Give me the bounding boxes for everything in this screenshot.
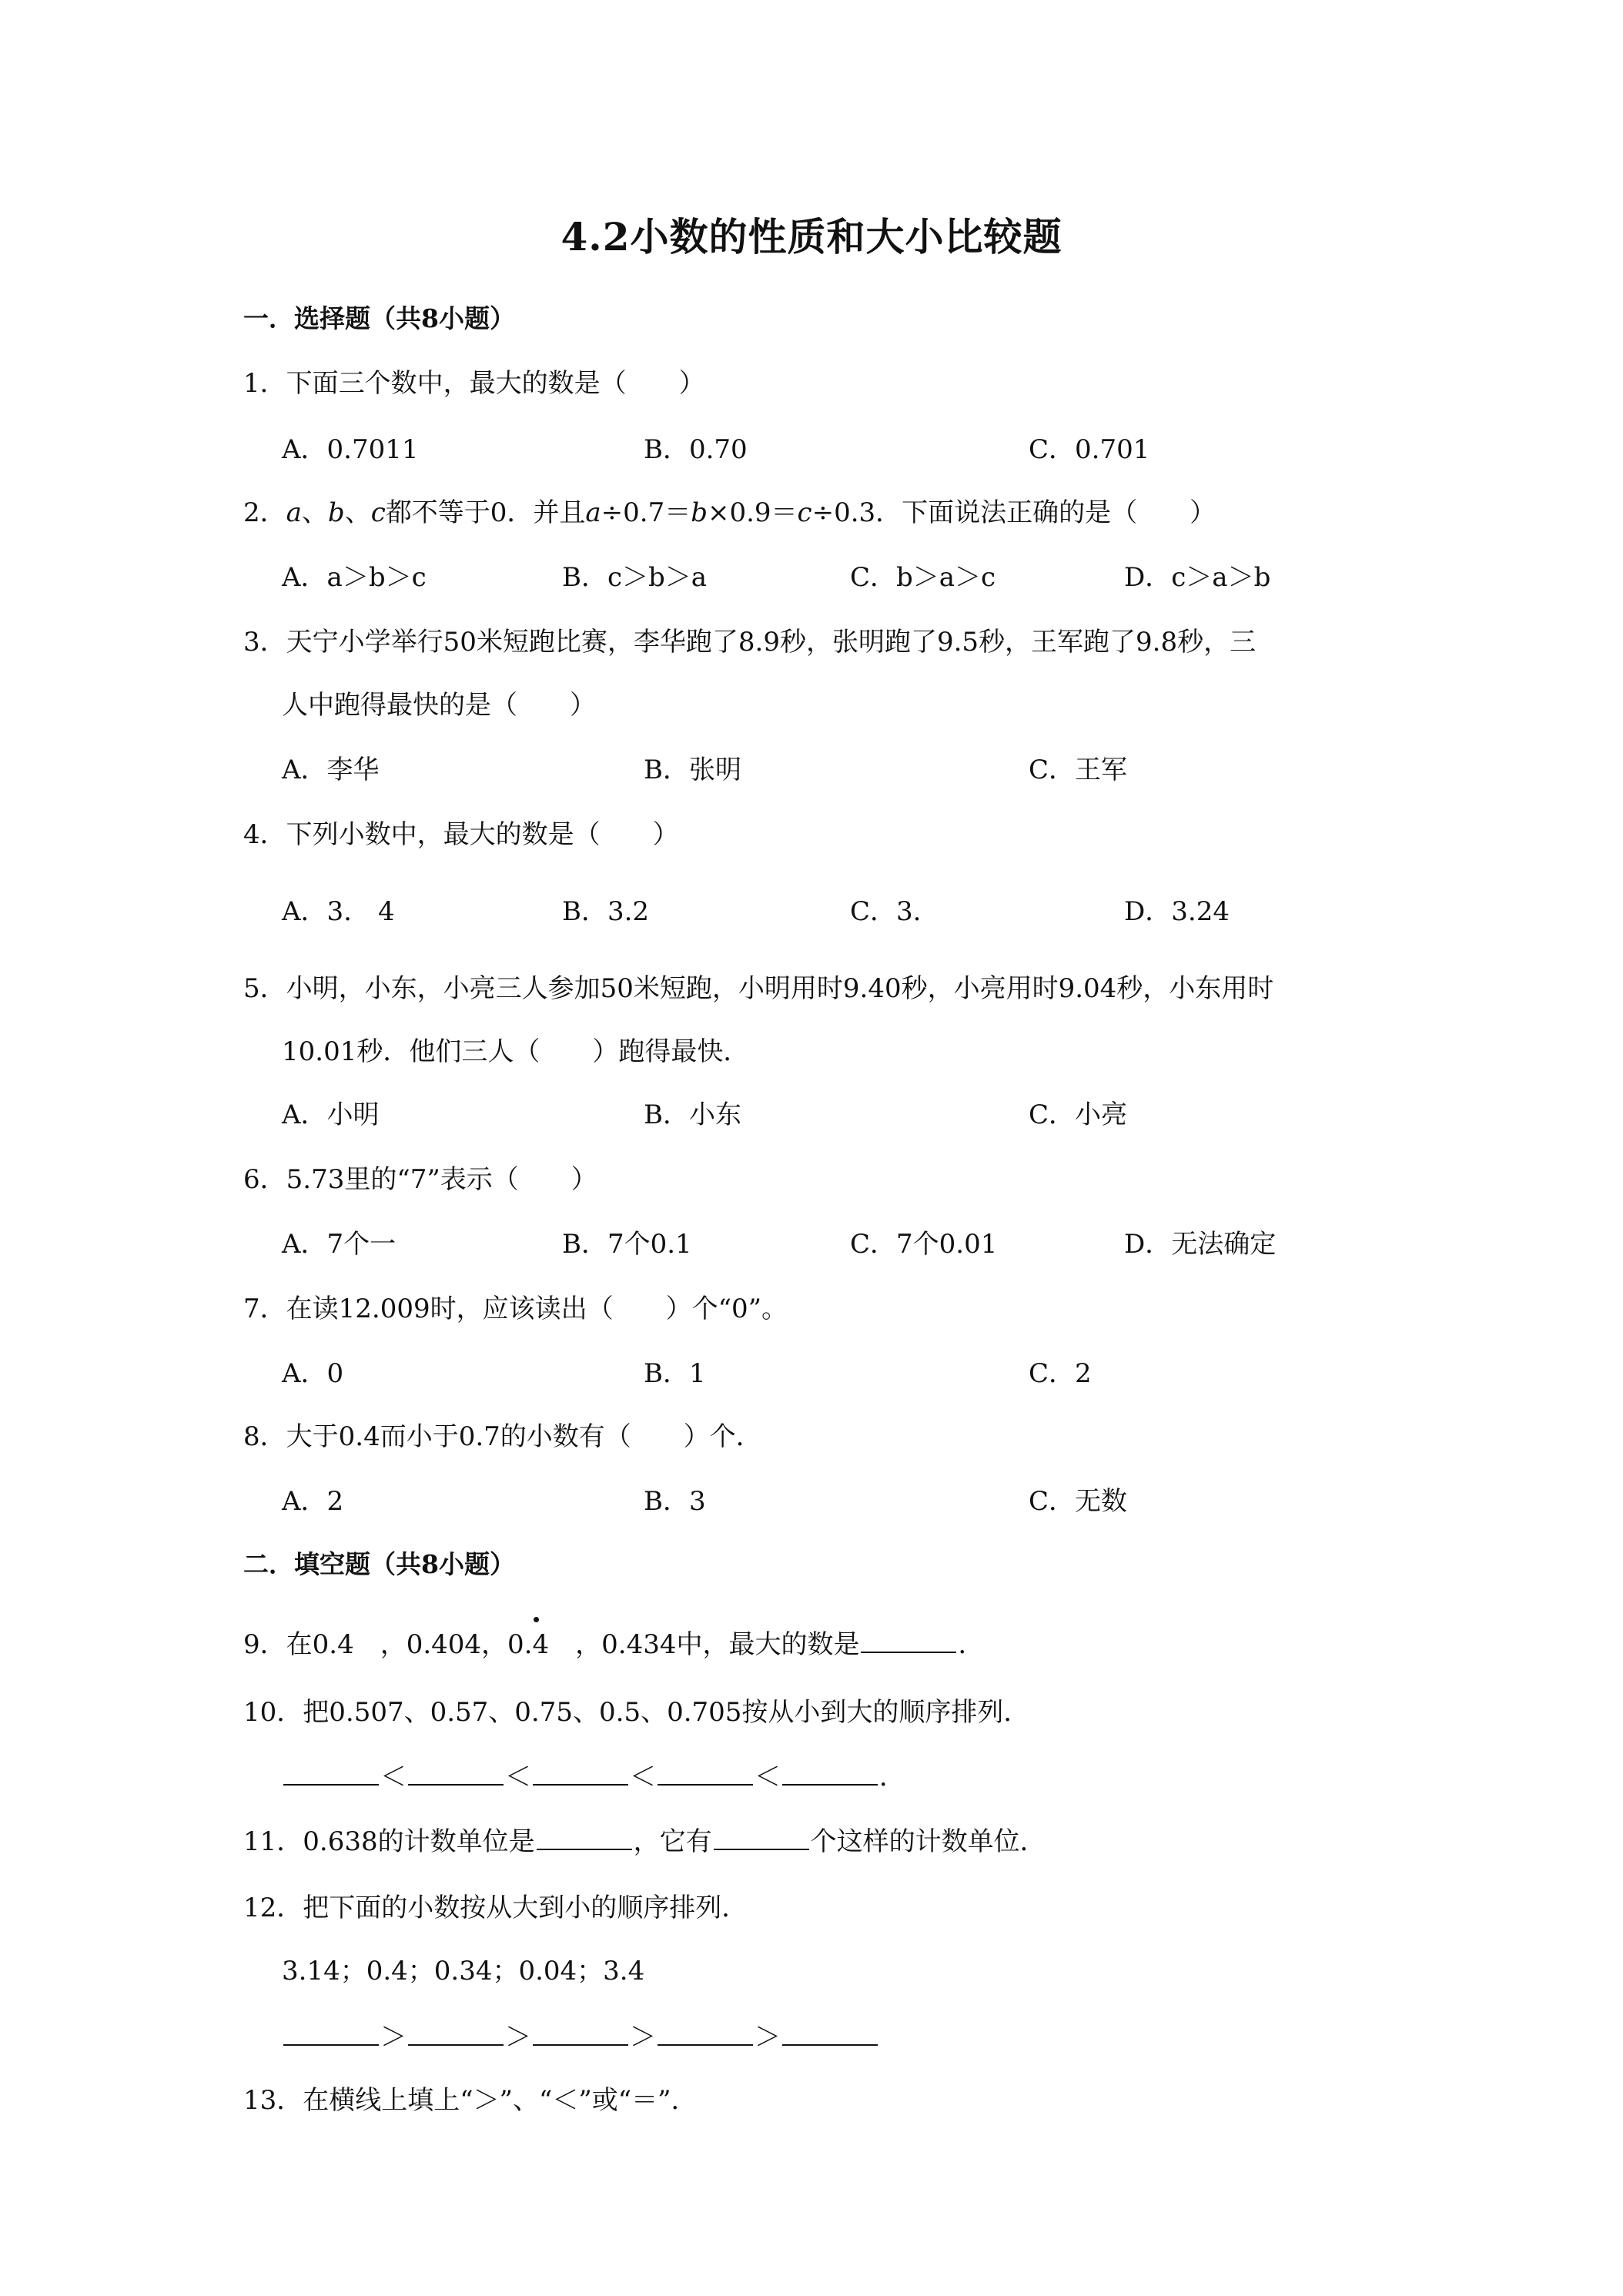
separator: 、 xyxy=(301,497,328,528)
greater-than-sign: ＞ xyxy=(755,2022,781,2053)
question-1-option-a: A．0.7011 xyxy=(282,434,419,465)
variable-a: a xyxy=(585,497,601,528)
question-12-answer-row xyxy=(282,2016,879,2053)
variable-c: c xyxy=(370,497,386,528)
variable-a: a xyxy=(286,497,302,528)
less-than-sign: ＜ xyxy=(630,1762,656,1792)
question-3-stem: 3．天宁小学举行50米短跑比赛，李华跑了8.9秒，张明跑了9.5秒，王军跑了9.8秒，三 xyxy=(243,627,1257,658)
greater-than-sign: ＞ xyxy=(630,2022,656,2053)
question-12-numbers: 3.14；0.4；0.34；0.04；3.4 xyxy=(282,1956,645,1986)
question-5-stem-cont: 10.01秒．他们三人（ ）跑得最快． xyxy=(282,1036,750,1067)
question-4-option-a: A．3. 4 xyxy=(282,896,395,927)
question-7-option-a: A．0 xyxy=(282,1358,344,1389)
question-5-stem: 5．小明，小东，小亮三人参加50米短跑，小明用时9.40秒，小亮用时9.04秒，小东用时 xyxy=(243,973,1274,1004)
question-8-option-a: A．2 xyxy=(282,1486,344,1517)
question-7-option-c: C．2 xyxy=(1029,1358,1092,1389)
question-6-option-b: B．7个0.1 xyxy=(562,1229,692,1260)
question-4-option-d: D．3.24 xyxy=(1124,896,1230,927)
question-5-option-b: B．小东 xyxy=(644,1099,741,1130)
variable-b: b xyxy=(327,497,345,528)
question-10-stem: 10．把0.507、0.57、0.75、0.5、0.705按从小到大的顺序排列． xyxy=(243,1697,1030,1728)
question-5-option-a: A．小明 xyxy=(282,1099,380,1130)
answer-blank[interactable] xyxy=(283,1762,379,1786)
answer-blank[interactable] xyxy=(283,2023,379,2046)
repeating-digit-value: 4 xyxy=(532,1629,550,1660)
question-3-stem-cont: 人中跑得最快的是（ ） xyxy=(282,690,596,721)
answer-blank[interactable] xyxy=(408,1762,504,1786)
answer-blank[interactable] xyxy=(658,2023,753,2046)
greater-than-sign: ＞ xyxy=(380,2022,407,2053)
question-9-end: ． xyxy=(958,1629,985,1660)
question-2-text: ÷0.3．下面说法正确的是（ ） xyxy=(812,497,1216,528)
variable-c: c xyxy=(797,497,812,528)
section-heading-fill: 二．填空题（共8小题） xyxy=(243,1549,515,1579)
question-9-stem xyxy=(243,1623,984,1661)
question-2-number: 2． xyxy=(243,497,286,528)
question-2-option-a: A．a＞b＞c xyxy=(282,562,427,593)
question-8-option-b: B．3 xyxy=(644,1486,706,1517)
answer-blank[interactable] xyxy=(533,1762,628,1786)
question-11-stem xyxy=(243,1820,1046,1858)
question-3-option-a: A．李华 xyxy=(282,755,380,785)
question-3-option-b: B．张明 xyxy=(644,755,741,785)
question-9-text: 9．在0.4 ，0.404，0. xyxy=(243,1629,533,1660)
question-3-option-c: C．王军 xyxy=(1029,755,1128,785)
less-than-sign: ＜ xyxy=(380,1762,407,1792)
answer-blank[interactable] xyxy=(537,1827,632,1850)
question-6-stem: 6．5.73里的“7”表示（ ） xyxy=(243,1164,597,1195)
answer-blank[interactable] xyxy=(408,2023,504,2046)
question-2-option-c: C．b＞a＞c xyxy=(850,562,996,593)
answer-blank[interactable] xyxy=(782,2023,878,2046)
question-4-stem: 4．下列小数中，最大的数是（ ） xyxy=(243,819,679,850)
question-5-option-c: C．小亮 xyxy=(1029,1099,1128,1130)
question-7-option-b: B．1 xyxy=(644,1358,706,1389)
question-11-text: 个这样的计数单位． xyxy=(810,1826,1046,1857)
question-6-option-a: A．7个一 xyxy=(282,1229,397,1260)
answer-blank[interactable] xyxy=(782,1762,878,1786)
question-8-option-c: C．无数 xyxy=(1029,1486,1128,1517)
question-2-stem xyxy=(243,491,1216,529)
page-title: 4.2小数的性质和大小比较题 xyxy=(561,214,1062,259)
question-2-text: 都不等于0．并且 xyxy=(385,497,586,528)
question-8-stem: 8．大于0.4而小于0.7的小数有（ ）个． xyxy=(243,1421,762,1452)
question-2-text: ÷0.7＝ xyxy=(601,497,691,528)
question-2-option-d: D．c＞a＞b xyxy=(1124,562,1271,593)
answer-blank[interactable] xyxy=(861,1630,956,1653)
answer-blank[interactable] xyxy=(533,2023,628,2046)
question-9-text: ，0.434中，最大的数是 xyxy=(549,1629,860,1660)
question-7-stem: 7．在读12.009时，应该读出（ ）个“0”。 xyxy=(243,1294,788,1324)
section-heading-choice: 一．选择题（共8小题） xyxy=(243,303,515,333)
question-6-option-d: D．无法确定 xyxy=(1124,1229,1277,1260)
less-than-sign: ＜ xyxy=(755,1762,781,1792)
repeat-dot-icon xyxy=(534,1617,539,1622)
answer-blank[interactable] xyxy=(658,1762,753,1786)
repeating-digit xyxy=(532,1629,549,1660)
question-2-option-b: B．c＞b＞a xyxy=(562,562,708,593)
question-10-end: ． xyxy=(879,1762,905,1792)
question-11-text: 11．0.638的计数单位是 xyxy=(243,1826,535,1857)
question-4-option-c: C．3. xyxy=(850,896,922,927)
question-13-stem: 13．在横线上填上“＞”、“＜”或“＝”． xyxy=(243,2085,698,2116)
question-1-option-c: C．0.701 xyxy=(1029,434,1150,465)
question-2-text: ×0.9＝ xyxy=(707,497,798,528)
separator: 、 xyxy=(344,497,371,528)
question-12-stem: 12．把下面的小数按从大到小的顺序排列． xyxy=(243,1893,748,1923)
less-than-sign: ＜ xyxy=(505,1762,531,1792)
answer-blank[interactable] xyxy=(714,1827,809,1850)
greater-than-sign: ＞ xyxy=(505,2022,531,2053)
question-11-text: ，它有 xyxy=(633,1826,712,1857)
variable-b: b xyxy=(691,497,708,528)
question-1-option-b: B．0.70 xyxy=(644,434,748,465)
question-6-option-c: C．7个0.01 xyxy=(850,1229,998,1260)
question-1-stem: 1．下面三个数中，最大的数是（ ） xyxy=(243,368,705,399)
question-10-answer-row xyxy=(282,1755,905,1793)
question-4-option-b: B．3.2 xyxy=(562,896,650,927)
